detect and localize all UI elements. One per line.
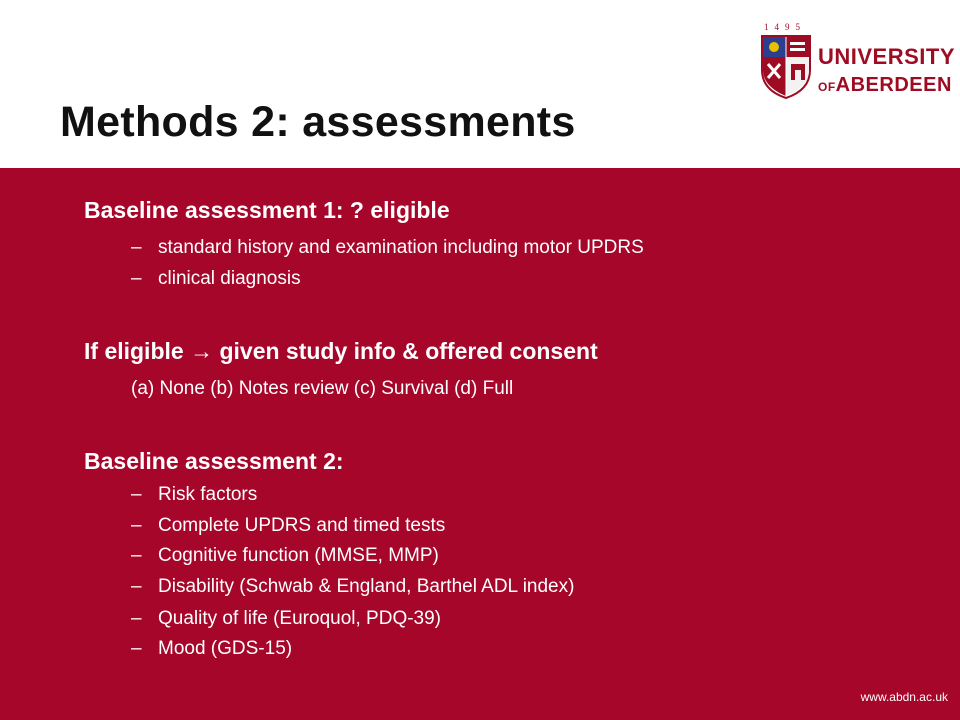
logo-text-of: OF [818, 80, 836, 94]
logo-text-aberdeen-word: ABERDEEN [835, 74, 952, 96]
section3-item-text: Quality of life (Euroquol, PDQ-39) [158, 608, 442, 629]
section3-item [131, 638, 292, 660]
section2-consent-options: (a) None (b) Notes review (c) Survival (d) Full [131, 378, 514, 399]
right-arrow-icon: → [190, 338, 214, 364]
slide-title: Methods 2: assessments [60, 98, 576, 146]
dash-bullet: – [131, 484, 142, 505]
section3-item-text: Disability (Schwab & England, Barthel ADL index) [158, 576, 575, 597]
dash-bullet: – [131, 268, 142, 289]
section3-item-text: Cognitive function (MMSE, MMP) [158, 545, 439, 566]
university-crest-icon [760, 34, 812, 100]
logo-founding-year: 1495 [764, 22, 806, 32]
section1-item-text: clinical diagnosis [158, 268, 301, 289]
section1-item [131, 237, 644, 259]
section3-item-text: Mood (GDS-15) [158, 638, 293, 659]
section1-heading: Baseline assessment 1: ? eligible [84, 197, 450, 223]
university-logo [760, 22, 956, 102]
section1-item [131, 268, 301, 290]
section2-heading-end: given study info & offered consent [219, 338, 598, 364]
section3-item [131, 515, 445, 537]
section2-heading [84, 338, 598, 365]
dash-bullet: – [131, 237, 142, 258]
dash-bullet: – [131, 638, 142, 659]
section3-item-text: Complete UPDRS and timed tests [158, 515, 446, 536]
section3-item [131, 545, 439, 567]
section2-heading-start: If eligible [84, 338, 184, 364]
section3-item [131, 484, 257, 506]
section3-item [131, 576, 574, 598]
section3-heading: Baseline assessment 2: [84, 448, 344, 474]
logo-text-university: UNIVERSITY [818, 44, 956, 69]
dash-bullet: – [131, 515, 142, 536]
dash-bullet: – [131, 545, 142, 566]
footer-website-link[interactable]: www.abdn.ac.uk [860, 690, 948, 704]
section1-item-text: standard history and examination including motor UPDRS [158, 237, 644, 258]
dash-bullet: – [131, 608, 142, 629]
logo-text-aberdeen [818, 74, 952, 97]
dash-bullet: – [131, 576, 142, 597]
section3-item-text: Risk factors [158, 484, 258, 505]
section3-item [131, 608, 441, 630]
